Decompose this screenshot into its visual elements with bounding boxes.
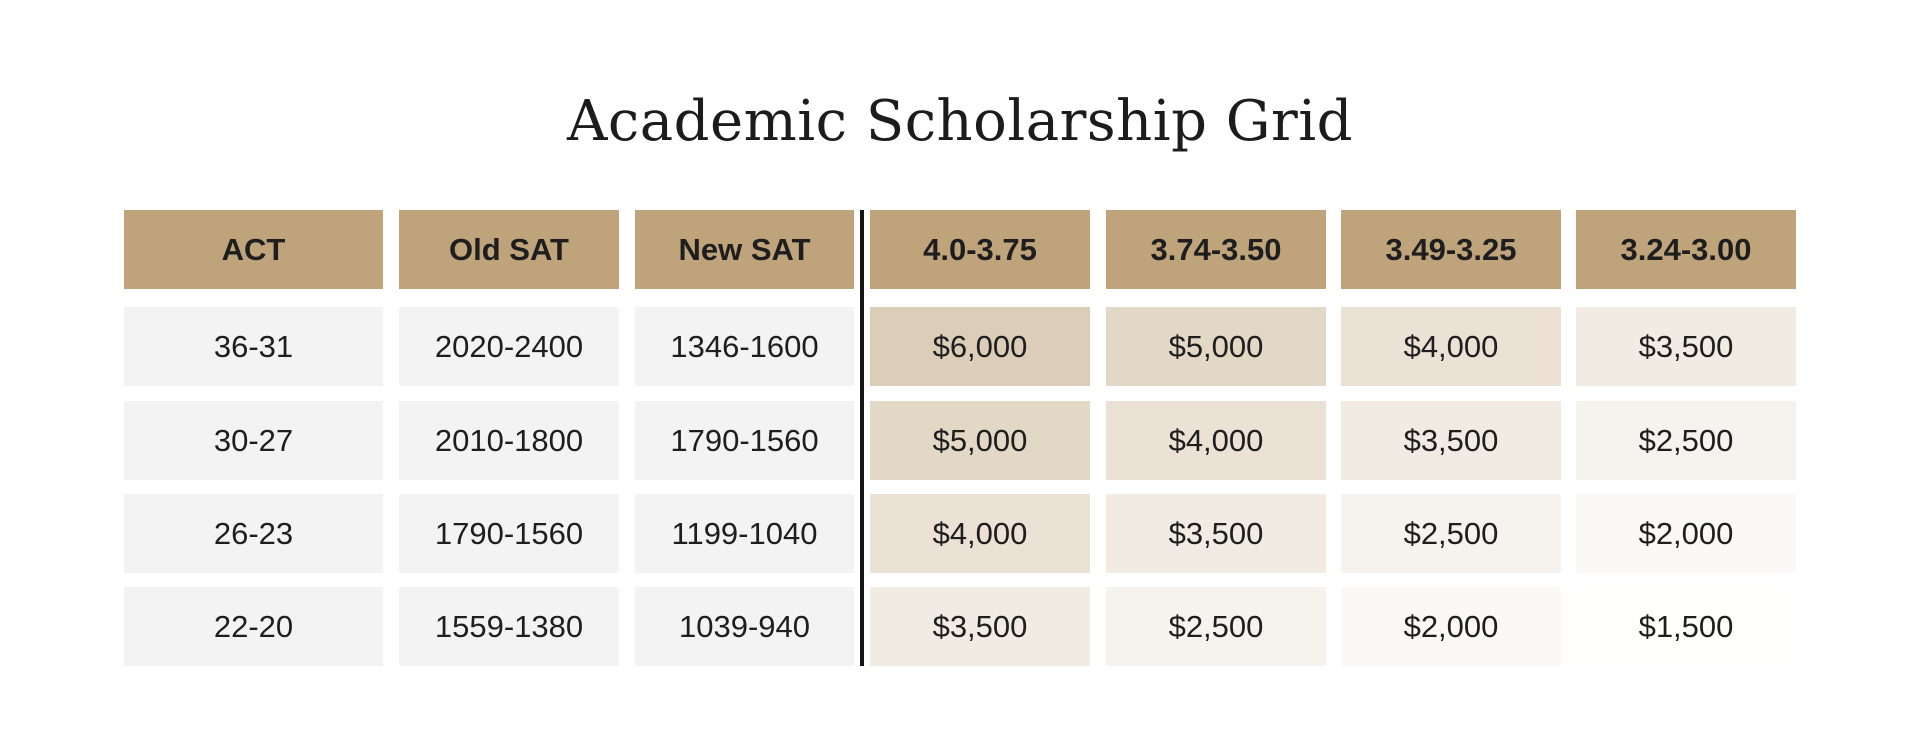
cell-new-sat: 1790-1560 (635, 401, 854, 480)
header-act: ACT (124, 210, 383, 289)
cell-award: $4,000 (870, 494, 1090, 573)
cell-award: $4,000 (1106, 401, 1326, 480)
cell-act: 22-20 (124, 587, 383, 666)
cell-act: 26-23 (124, 494, 383, 573)
cell-award: $2,500 (1576, 401, 1796, 480)
cell-new-sat: 1039-940 (635, 587, 854, 666)
column-divider (860, 210, 864, 666)
header-old-sat: Old SAT (399, 210, 619, 289)
cell-award: $3,500 (1341, 401, 1561, 480)
cell-award: $5,000 (1106, 307, 1326, 386)
cell-award: $3,500 (870, 587, 1090, 666)
cell-award: $3,500 (1106, 494, 1326, 573)
header-new-sat: New SAT (635, 210, 854, 289)
cell-award: $5,000 (870, 401, 1090, 480)
cell-act: 30-27 (124, 401, 383, 480)
cell-old-sat: 2020-2400 (399, 307, 619, 386)
cell-award: $2,500 (1106, 587, 1326, 666)
cell-award: $2,000 (1576, 494, 1796, 573)
cell-award: $1,500 (1576, 587, 1796, 666)
cell-old-sat: 1559-1380 (399, 587, 619, 666)
page-title: Academic Scholarship Grid (566, 89, 1354, 154)
cell-old-sat: 1790-1560 (399, 494, 619, 573)
cell-new-sat: 1199-1040 (635, 494, 854, 573)
cell-old-sat: 2010-1800 (399, 401, 619, 480)
header-gpa-3-49-3-25: 3.49-3.25 (1341, 210, 1561, 289)
header-gpa-4-00-3-75: 4.0-3.75 (870, 210, 1090, 289)
cell-award: $6,000 (870, 307, 1090, 386)
cell-award: $3,500 (1576, 307, 1796, 386)
cell-award: $2,500 (1341, 494, 1561, 573)
cell-award: $4,000 (1341, 307, 1561, 386)
header-gpa-3-74-3-50: 3.74-3.50 (1106, 210, 1326, 289)
cell-act: 36-31 (124, 307, 383, 386)
header-gpa-3-24-3-00: 3.24-3.00 (1576, 210, 1796, 289)
cell-award: $2,000 (1341, 587, 1561, 666)
cell-new-sat: 1346-1600 (635, 307, 854, 386)
